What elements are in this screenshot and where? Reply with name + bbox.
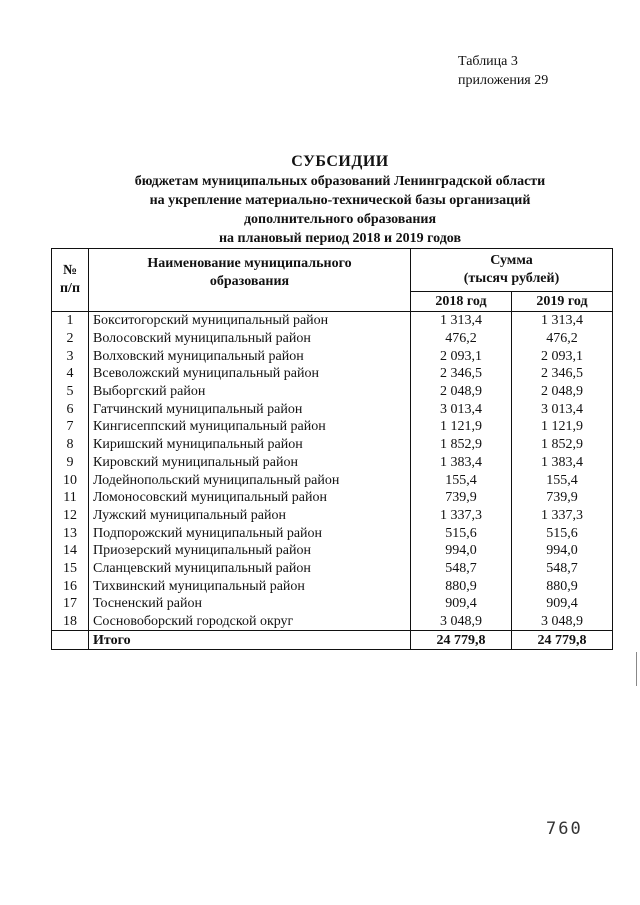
row-number: 1 — [52, 312, 89, 330]
total-number-cell — [52, 631, 89, 650]
row-name: Киришский муниципальный район — [89, 436, 411, 454]
row-number: 2 — [52, 330, 89, 348]
table-body — [52, 312, 613, 650]
heading-line-4: на плановый период 2018 и 2019 годов — [218, 231, 462, 246]
row-value-2019: 476,2 — [512, 330, 613, 348]
row-value-2018: 1 337,3 — [411, 507, 512, 525]
total-value-2018: 24 779,8 — [411, 631, 512, 650]
row-value-2018: 1 313,4 — [411, 312, 512, 330]
row-value-2019: 2 093,1 — [512, 347, 613, 365]
row-value-2019: 739,9 — [512, 489, 613, 507]
column-header-number: № п/п — [52, 249, 89, 312]
row-value-2018: 880,9 — [411, 577, 512, 595]
table-row — [52, 595, 613, 613]
row-name: Волховский муниципальный район — [89, 347, 411, 365]
row-value-2018: 994,0 — [411, 542, 512, 560]
row-value-2018: 515,6 — [411, 524, 512, 542]
column-header-2019: 2019 год — [512, 292, 613, 312]
total-value-2019: 24 779,8 — [512, 631, 613, 650]
row-number: 13 — [52, 524, 89, 542]
row-value-2019: 1 121,9 — [512, 418, 613, 436]
heading-line-3: дополнительного образования — [243, 212, 437, 227]
table-row — [52, 383, 613, 401]
row-name: Сосновоборский городской округ — [89, 613, 411, 631]
table-row — [52, 454, 613, 472]
row-name: Бокситогорский муниципальный район — [89, 312, 411, 330]
row-name: Кингисеппский муниципальный район — [89, 418, 411, 436]
row-value-2018: 2 346,5 — [411, 365, 512, 383]
row-value-2019: 880,9 — [512, 577, 613, 595]
row-value-2019: 155,4 — [512, 471, 613, 489]
document-title: СУБСИДИИ — [291, 153, 389, 170]
row-name: Волосовский муниципальный район — [89, 330, 411, 348]
column-header-name: Наименование муниципального образования — [89, 249, 411, 312]
row-name: Лужский муниципальный район — [89, 507, 411, 525]
row-value-2019: 2 048,9 — [512, 383, 613, 401]
table-row — [52, 365, 613, 383]
row-value-2019: 548,7 — [512, 560, 613, 578]
row-number: 6 — [52, 400, 89, 418]
row-name: Выборгский район — [89, 383, 411, 401]
row-number: 16 — [52, 577, 89, 595]
table-row — [52, 577, 613, 595]
table-row — [52, 489, 613, 507]
row-value-2019: 1 383,4 — [512, 454, 613, 472]
table-row — [52, 312, 613, 330]
table-row — [52, 524, 613, 542]
row-value-2018: 3 013,4 — [411, 400, 512, 418]
row-value-2018: 3 048,9 — [411, 613, 512, 631]
row-name: Ломоносовский муниципальный район — [89, 489, 411, 507]
row-number: 17 — [52, 595, 89, 613]
table-row — [52, 542, 613, 560]
row-value-2019: 994,0 — [512, 542, 613, 560]
column-header-2018: 2018 год — [411, 292, 512, 312]
row-value-2019: 2 346,5 — [512, 365, 613, 383]
row-number: 4 — [52, 365, 89, 383]
row-value-2018: 1 383,4 — [411, 454, 512, 472]
row-value-2019: 3 048,9 — [512, 613, 613, 631]
row-value-2018: 739,9 — [411, 489, 512, 507]
table-row — [52, 507, 613, 525]
row-value-2018: 2 048,9 — [411, 383, 512, 401]
table-total-row — [52, 631, 613, 650]
table-row — [52, 560, 613, 578]
row-name: Всеволожский муниципальный район — [89, 365, 411, 383]
row-name: Сланцевский муниципальный район — [89, 560, 411, 578]
row-name: Лодейнопольский муниципальный район — [89, 471, 411, 489]
total-label: Итого — [89, 631, 411, 650]
row-number: 11 — [52, 489, 89, 507]
table-reference — [458, 52, 548, 90]
row-value-2019: 3 013,4 — [512, 400, 613, 418]
table-row — [52, 347, 613, 365]
reference-line-2: приложения 29 — [458, 73, 549, 88]
table-row — [52, 436, 613, 454]
row-value-2019: 1 337,3 — [512, 507, 613, 525]
row-name: Гатчинский муниципальный район — [89, 400, 411, 418]
row-number: 12 — [52, 507, 89, 525]
row-number: 7 — [52, 418, 89, 436]
row-value-2019: 909,4 — [512, 595, 613, 613]
margin-mark — [636, 652, 637, 686]
row-number: 8 — [52, 436, 89, 454]
reference-line-1: Таблица 3 — [458, 54, 518, 69]
row-name: Кировский муниципальный район — [89, 454, 411, 472]
row-value-2019: 515,6 — [512, 524, 613, 542]
heading-line-2: на укрепление материально-технической базы организаций — [149, 193, 531, 208]
row-number: 14 — [52, 542, 89, 560]
row-value-2018: 476,2 — [411, 330, 512, 348]
row-number: 3 — [52, 347, 89, 365]
table-row — [52, 418, 613, 436]
row-value-2018: 1 852,9 — [411, 436, 512, 454]
row-value-2019: 1 852,9 — [512, 436, 613, 454]
row-name: Тихвинский муниципальный район — [89, 577, 411, 595]
row-number: 5 — [52, 383, 89, 401]
row-number: 9 — [52, 454, 89, 472]
row-value-2018: 909,4 — [411, 595, 512, 613]
row-name: Приозерский муниципальный район — [89, 542, 411, 560]
row-name: Тосненский район — [89, 595, 411, 613]
heading-line-1: бюджетам муниципальных образований Ленинградской области — [134, 174, 546, 189]
table-row — [52, 471, 613, 489]
row-number: 18 — [52, 613, 89, 631]
table-row — [52, 400, 613, 418]
row-number: 10 — [52, 471, 89, 489]
subsidies-table — [51, 248, 613, 650]
row-name: Подпорожский муниципальный район — [89, 524, 411, 542]
row-value-2019: 1 313,4 — [512, 312, 613, 330]
row-value-2018: 2 093,1 — [411, 347, 512, 365]
column-header-sum: Сумма (тысяч рублей) — [411, 249, 613, 292]
document-heading — [40, 152, 640, 248]
page-number: 760 — [546, 819, 583, 839]
row-value-2018: 155,4 — [411, 471, 512, 489]
row-number: 15 — [52, 560, 89, 578]
table-row — [52, 330, 613, 348]
row-value-2018: 1 121,9 — [411, 418, 512, 436]
row-value-2018: 548,7 — [411, 560, 512, 578]
table-row — [52, 613, 613, 631]
